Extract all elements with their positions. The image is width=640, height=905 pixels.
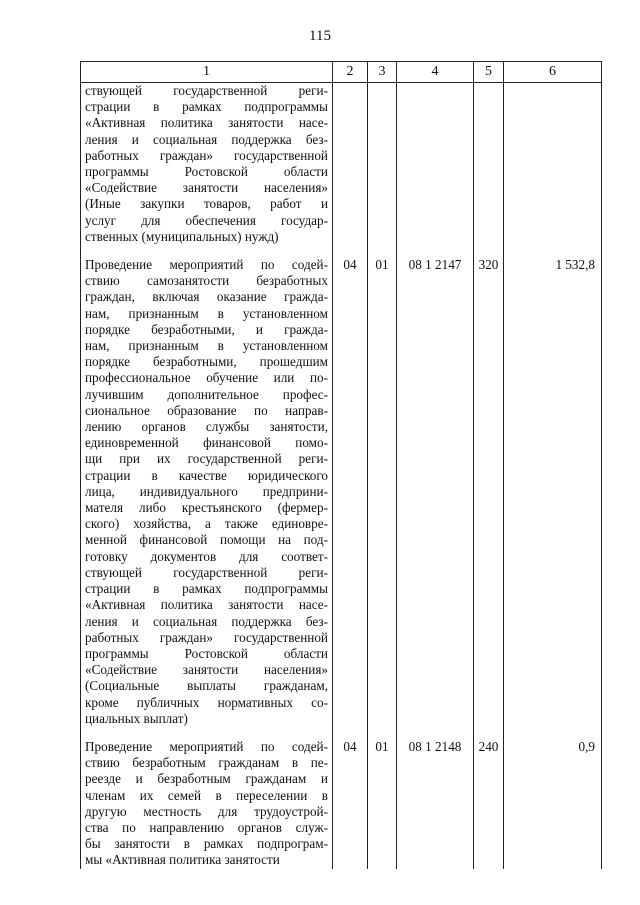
description-line: (Иные закупки товаров, работ и bbox=[85, 196, 328, 212]
row-subsection: 01 bbox=[368, 739, 397, 869]
row-subsection: 01 bbox=[368, 257, 397, 727]
row-target-article: 08 1 2147 bbox=[397, 257, 474, 727]
description-line: бы занятости в рамках подпрограм- bbox=[85, 836, 328, 852]
description-line: циальных выплат) bbox=[85, 710, 188, 726]
description-line: (Социальные выплаты гражданам, bbox=[85, 678, 328, 694]
row-amount bbox=[504, 83, 602, 246]
description-line: нам, признанным в установленном bbox=[85, 305, 328, 321]
description-line: ления и социальная поддержка без- bbox=[85, 613, 328, 629]
description-line: нам, признанным в установленном bbox=[85, 338, 328, 354]
description-line: «Активная политика занятости насе- bbox=[85, 115, 328, 131]
row-description bbox=[81, 739, 333, 869]
description-line: ства по направлению органов служ- bbox=[85, 819, 328, 835]
description-line: «Содействие занятости населения» bbox=[85, 662, 328, 678]
description-line: ствующей государственной реги- bbox=[85, 83, 328, 98]
description-line: реезде и безработным гражданам и bbox=[85, 771, 328, 787]
row-expense-type: 320 bbox=[474, 257, 504, 727]
row-spacer bbox=[81, 245, 602, 257]
row-section: 04 bbox=[333, 739, 368, 869]
row-description bbox=[81, 83, 333, 246]
row-subsection bbox=[368, 83, 397, 246]
description-line: ствующей государственной реги- bbox=[85, 564, 328, 580]
description-line: лучившим дополнительное профес- bbox=[85, 386, 328, 402]
description-line: мателя либо крестьянского (фермер- bbox=[85, 500, 328, 516]
row-target-article bbox=[397, 83, 474, 246]
column-header-1: 1 bbox=[81, 62, 333, 83]
description-line: работных граждан» государственной bbox=[85, 147, 328, 163]
description-line: Проведение мероприятий по содей- bbox=[85, 738, 328, 754]
description-line: ления и социальная поддержка без- bbox=[85, 131, 328, 147]
column-header-4: 4 bbox=[397, 62, 474, 83]
description-line: ствию самозанятости безработных bbox=[85, 273, 328, 289]
description-line: «Содействие занятости населения» bbox=[85, 180, 328, 196]
column-header-2: 2 bbox=[333, 62, 368, 83]
row-spacer bbox=[81, 727, 602, 739]
description-line: услуг для обеспечения государ- bbox=[85, 212, 328, 228]
row-section: 04 bbox=[333, 257, 368, 727]
description-line: лица, индивидуального предприни- bbox=[85, 483, 328, 499]
row-target-article: 08 1 2148 bbox=[397, 739, 474, 869]
description-line: порядке безработными, прошедшим bbox=[85, 354, 328, 370]
description-line: готовку документов для соответ- bbox=[85, 548, 328, 564]
description-line: Проведение мероприятий по содей- bbox=[85, 257, 328, 273]
description-line: ственных (муниципальных) нужд) bbox=[85, 228, 279, 244]
description-line: мы «Активная политика занятости bbox=[85, 852, 280, 868]
description-line: лению органов службы занятости, bbox=[85, 419, 328, 435]
row-section bbox=[333, 83, 368, 246]
budget-table bbox=[80, 61, 602, 869]
description-line: менной финансовой помощи на под- bbox=[85, 532, 328, 548]
description-line: сиональное образование по направ- bbox=[85, 402, 328, 418]
row-description bbox=[81, 257, 333, 727]
description-line: кроме публичных нормативных со- bbox=[85, 694, 328, 710]
table-header bbox=[81, 62, 602, 83]
description-line: страции в рамках подпрограммы bbox=[85, 99, 328, 115]
description-line: программы Ростовской области bbox=[85, 645, 328, 661]
description-line: другую местность для трудоустрой- bbox=[85, 803, 328, 819]
row-amount: 1 532,8 bbox=[504, 257, 602, 727]
description-line: щи при их государственной реги- bbox=[85, 451, 328, 467]
description-line: программы Ростовской области bbox=[85, 164, 328, 180]
table-row bbox=[81, 257, 602, 727]
description-line: членам их семей в переселении в bbox=[85, 787, 328, 803]
row-amount: 0,9 bbox=[504, 739, 602, 869]
table-row bbox=[81, 739, 602, 869]
table-row bbox=[81, 83, 602, 246]
description-line: «Активная политика занятости насе- bbox=[85, 597, 328, 613]
column-header-3: 3 bbox=[368, 62, 397, 83]
column-header-5: 5 bbox=[474, 62, 504, 83]
page-number: 115 bbox=[309, 28, 331, 44]
column-header-6: 6 bbox=[504, 62, 602, 83]
row-expense-type bbox=[474, 83, 504, 246]
description-line: профессиональное обучение или по- bbox=[85, 370, 328, 386]
description-line: ского) хозяйства, а также единовре- bbox=[85, 516, 328, 532]
description-line: страции в качестве юридического bbox=[85, 467, 328, 483]
description-line: граждан, включая оказание гражда- bbox=[85, 289, 328, 305]
description-line: работных граждан» государственной bbox=[85, 629, 328, 645]
description-line: порядке безработными, и гражда- bbox=[85, 321, 328, 337]
description-line: единовременной финансовой помо- bbox=[85, 435, 328, 451]
description-line: страции в рамках подпрограммы bbox=[85, 581, 328, 597]
row-expense-type: 240 bbox=[474, 739, 504, 869]
description-line: ствию безработным гражданам в пе- bbox=[85, 755, 328, 771]
